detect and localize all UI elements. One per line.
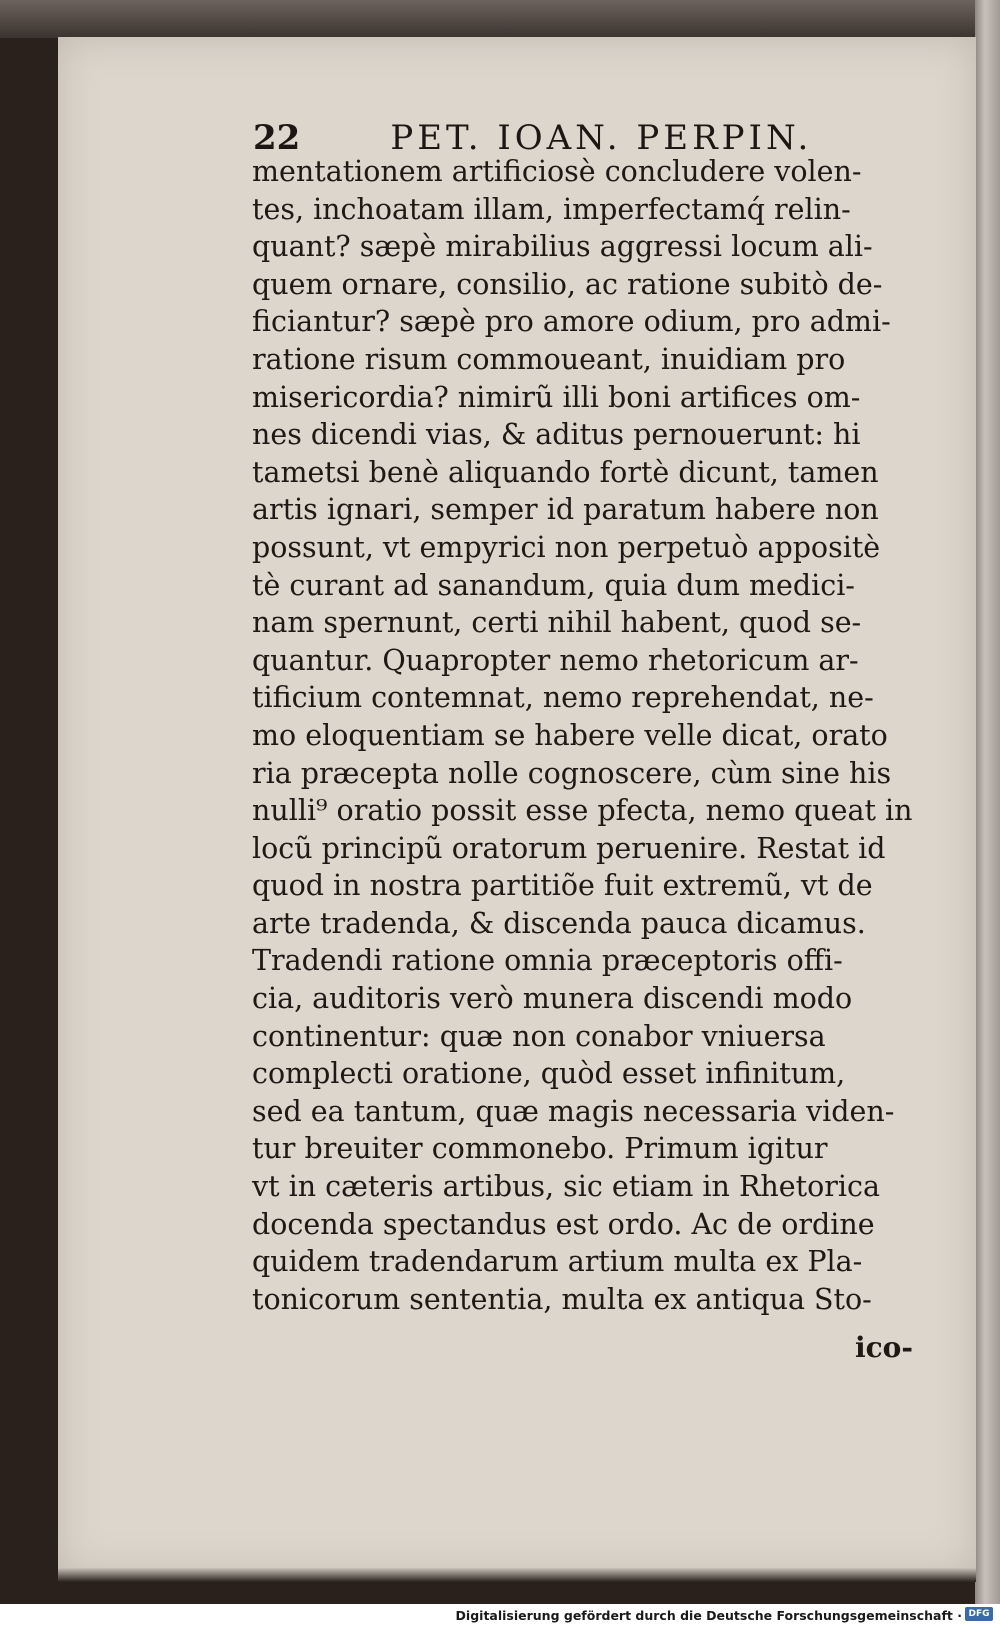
text-line: tur breuiter commonebo. Primum igitur bbox=[252, 1132, 828, 1166]
page-bottom-edge bbox=[58, 1568, 976, 1582]
board-right-edge bbox=[975, 0, 1000, 1604]
text-line: possunt, vt empyrici non perpetuò appositè bbox=[252, 530, 881, 564]
text-line: Tradendi ratione omnia præceptoris offi- bbox=[252, 944, 843, 978]
text-line: quem ornare, consilio, ac ratione subitò de- bbox=[252, 267, 883, 301]
text-line: quant? sæpè mirabilius aggressi locum ali- bbox=[252, 230, 873, 264]
page-number: 22 bbox=[253, 118, 301, 158]
board-top-edge bbox=[0, 0, 1000, 38]
text-line: tificium contemnat, nemo reprehendat, ne- bbox=[252, 681, 874, 715]
text-line: nes dicendi vias, & aditus pernouerunt: hi bbox=[252, 418, 861, 452]
text-line: mentationem artificiosè concludere volen- bbox=[252, 155, 862, 188]
text-line: quidem tradendarum artium multa ex Pla- bbox=[252, 1245, 863, 1279]
text-line: mo eloquentiam se habere velle dicat, orato bbox=[252, 718, 888, 752]
text-line: tes, inchoatam illam, imperfectamq́ relin- bbox=[252, 192, 851, 226]
text-line: cia, auditoris verò munera discendi modo bbox=[252, 982, 853, 1016]
text-line: vt in cæteris artibus, sic etiam in Rhetorica bbox=[252, 1170, 880, 1204]
text-line: tonicorum sententia, multa ex antiqua Sto- bbox=[252, 1282, 872, 1316]
text-line: quod in nostra partitiõe fuit extremũ, vt de bbox=[252, 869, 873, 903]
text-line: docenda spectandus est ordo. Ac de ordine bbox=[252, 1207, 875, 1241]
text-line: complecti oratione, quòd esset infinitum, bbox=[252, 1057, 846, 1091]
text-line: artis ignari, semper id paratum habere non bbox=[252, 493, 879, 527]
text-line: nulli⁹ oratio possit esse pfecta, nemo queat in bbox=[252, 794, 913, 828]
text-line: quantur. Quapropter nemo rhetoricum ar- bbox=[252, 643, 859, 677]
catchword: ico- bbox=[855, 1331, 913, 1364]
text-line: sed ea tantum, quæ magis necessaria viden- bbox=[252, 1094, 895, 1128]
text-line: arte tradenda, & discenda pauca dicamus. bbox=[252, 906, 866, 940]
text-line: ficiantur? sæpè pro amore odium, pro admi- bbox=[252, 305, 891, 339]
body-text bbox=[252, 153, 912, 1318]
text-line: misericordia? nimirũ illi boni artifices om- bbox=[252, 380, 861, 414]
dfg-logo: DFG bbox=[965, 1607, 993, 1621]
running-title: PET. IOAN. PERPIN. bbox=[390, 118, 813, 158]
digitization-credit: Digitalisierung gefördert durch die Deutsche Forschungsgemeinschaft · bbox=[455, 1608, 962, 1623]
text-line: ratione risum commoueant, inuidiam pro bbox=[252, 342, 846, 376]
text-line: nam spernunt, certi nihil habent, quod se- bbox=[252, 606, 862, 640]
text-line: continentur: quæ non conabor vniuersa bbox=[252, 1019, 826, 1053]
text-line: locũ principũ oratorum peruenire. Restat id bbox=[252, 831, 886, 865]
text-line: ria præcepta nolle cognoscere, cùm sine his bbox=[252, 756, 892, 790]
text-line: tametsi benè aliquando fortè dicunt, tamen bbox=[252, 455, 879, 489]
text-line: tè curant ad sanandum, quia dum medici- bbox=[252, 568, 855, 602]
